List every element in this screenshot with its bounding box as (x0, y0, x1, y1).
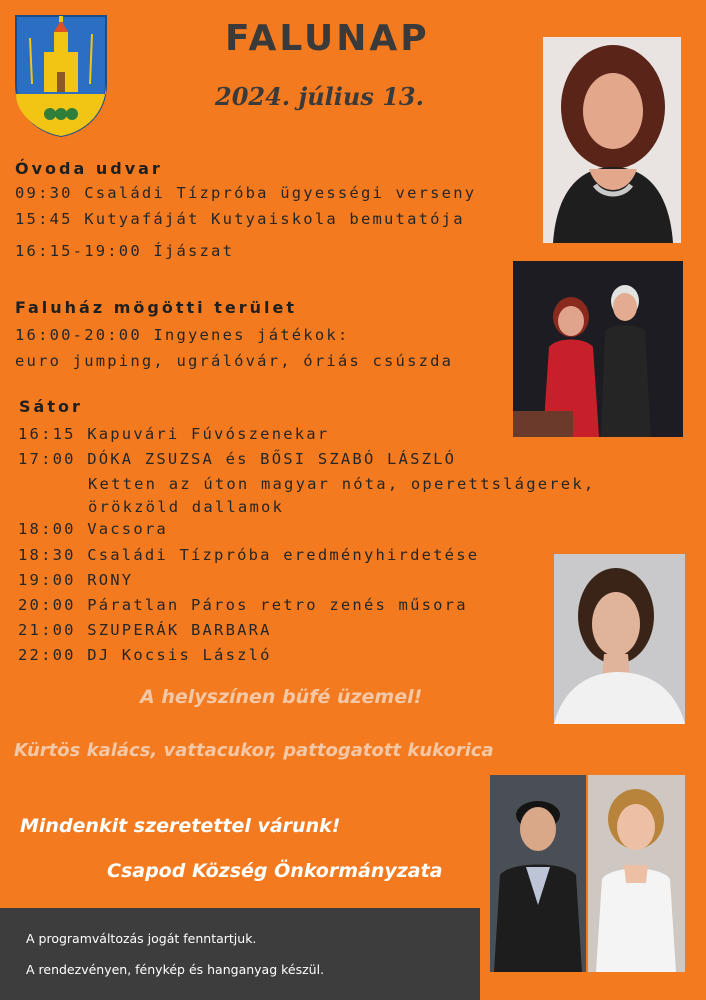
section-heading-sator: Sátor (19, 397, 83, 416)
program-item-detail: Ketten az úton magyar nóta, operettslágerek, (88, 475, 596, 493)
program-item: 22:00 DJ Kocsis László (18, 646, 272, 664)
program-item: 21:00 SZUPERÁK BARBARA (18, 621, 272, 639)
program-item: 09:30 Családi Tízpróba ügyességi verseny (15, 184, 477, 202)
program-item-detail: örökzöld dallamok (88, 498, 285, 516)
program-item: 15:45 Kutyafáját Kutyaiskola bemutatója (15, 210, 465, 228)
program-item: 18:00 Vacsora (18, 520, 168, 538)
event-title: FALUNAP (225, 18, 430, 59)
program-item: 20:00 Páratlan Páros retro zenés műsora (18, 596, 468, 614)
program-item: 19:00 RONY (18, 571, 134, 589)
program-item: 16:15-19:00 Íjászat (15, 242, 235, 260)
section-heading-faluhaz: Faluház mögötti terület (15, 298, 297, 317)
performer-photo-1 (543, 37, 681, 243)
program-item: euro jumping, ugrálóvár, óriás csúszda (15, 352, 454, 370)
performer-photo-3 (554, 554, 685, 724)
performer-photo-4 (490, 775, 586, 972)
footer-line-2: A rendezvényen, fénykép és hanganyag készül. (26, 962, 325, 977)
performer-photo-5 (588, 775, 685, 972)
food-note: Kürtös kalács, vattacukor, pattogatott kukorica (14, 740, 494, 761)
organizer-text: Csapod Község Önkormányzata (107, 860, 443, 882)
footer-line-1: A programváltozás jogát fenntartjuk. (26, 931, 257, 946)
program-item: 17:00 DÓKA ZSUZSA és BŐSI SZABÓ LÁSZLÓ (18, 450, 457, 468)
coat-of-arms-logo (14, 14, 108, 142)
welcome-text: Mindenkit szeretettel várunk! (20, 815, 341, 837)
program-item: 16:15 Kapuvári Fúvószenekar (18, 425, 330, 443)
section-heading-ovoda: Óvoda udvar (15, 159, 163, 178)
program-item: 18:30 Családi Tízpróba eredményhirdetése (18, 546, 480, 564)
footer-bar (0, 908, 480, 1000)
event-date: 2024. július 13. (215, 82, 424, 111)
buffet-note: A helyszínen büfé üzemel! (140, 686, 423, 708)
program-item: 16:00-20:00 Ingyenes játékok: (15, 326, 350, 344)
performer-photo-2 (513, 261, 683, 437)
